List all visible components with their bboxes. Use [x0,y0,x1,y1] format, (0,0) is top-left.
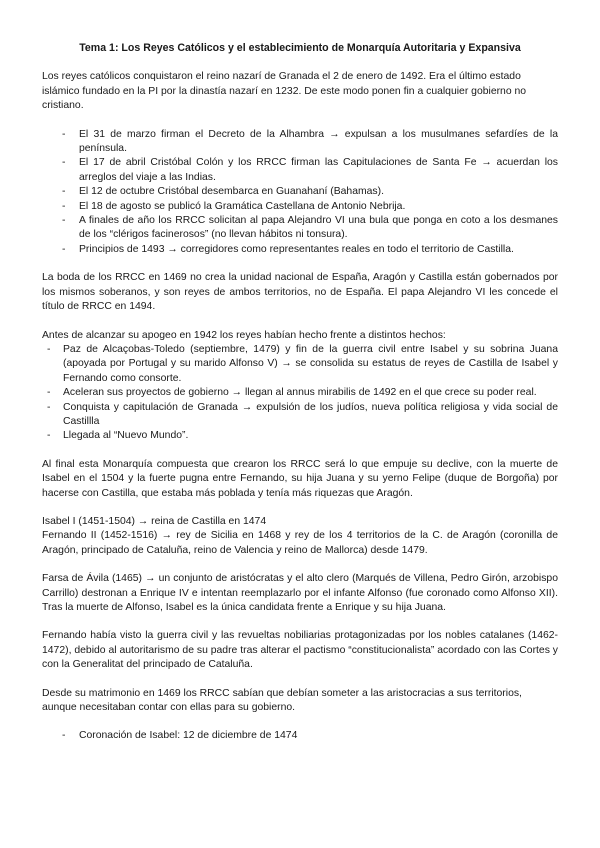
boda-paragraph: La boda de los RRCC en 1469 no crea la unidad nacional de España, Aragón y Castilla están gobernados por los mismos soberanos, y son reyes de ambos territorios, no de España. El papa Alejandro VI les concede el título de RRCC en 1494. [42,272,558,313]
list-item: - Principios de 1493 → corregidores como representantes reales en todo el territorio de Castilla. [79,243,558,257]
guerra-paragraph: Fernando había visto la guerra civil y las revueltas nobiliarias protagonizadas por los nobles catalanes (1462-1472), debido al autoritarismo de su padre tras alterar el pactismo “constitucionalista” acordado con las Cortes y con la Generalitat del principado de Cataluña. [42,630,558,671]
list-item: - El 18 de agosto se publicó la Gramática Castellana de Antonio Nebrija. [79,200,558,214]
events-1492-list [42,128,558,258]
list-item: - Conquista y capitulación de Granada → expulsión de los judíos, nueva política religiosa y vida social de Castillla [63,401,558,430]
fernando-paragraph: Fernando II (1452-1516) → rey de Sicilia en 1468 y rey de los 4 territorios de la C. de Aragón (coronilla de Aragón, principado de Cataluña, reino de Valencia y reino de Mallorca) desde 1479. [42,530,558,556]
farsa-paragraph: Farsa de Ávila (1465) → un conjunto de aristócratas y el alto clero (Marqués de Villena, Pedro Girón, arzobispo Carrillo) destronan a Enrique IV e intentan reemplazarlo por el infante Alfonso (fue coronado como Alfonso XII). Tras la muerte de Alfonso, Isabel es la única candidata frente a Enrique y su hija Juana. [42,573,558,613]
intro-paragraph: Los reyes católicos conquistaron el reino nazarí de Granada el 2 de enero de 1492. Era el último estado islámico fundado en la PI por la dinastía nazarí en 1232. De este modo ponen fin a cualquier gobierno no cristiano. [42,71,527,112]
coronacion-list [42,729,558,743]
page-title: Tema 1: Los Reyes Católicos y el establecimiento de Monarquía Autoritaria y Expansiva [79,42,521,54]
isabel-line: Isabel I (1451-1504) → reina de Castilla en 1474 [42,515,267,527]
list-item: - El 17 de abril Cristóbal Colón y los RRCC firman las Capitulaciones de Santa Fe → acuerdan los arreglos del viaje a las Indias. [79,156,558,185]
list-item: - El 31 de marzo firman el Decreto de la Alhambra → expulsan a los musulmanes sefardíes de la península. [79,128,558,157]
list-item: - El 12 de octubre Cristóbal desembarca en Guanahaní (Bahamas). [79,185,558,199]
list-item: - Paz de Alcaçobas-Toledo (septiembre, 1479) y fin de la guerra civil entre Isabel y su sobrina Juana (apoyada por Portugal y su marido Alfonso V) → se consolida su estatus de reyes de Castilla de Isabel y Fernando como consorte. [63,343,558,386]
final-paragraph: Al final esta Monarquía compuesta que crearon los RRCC será lo que empuje su declive, con la muerte de Isabel en el 1504 y la fuerte pugna entre Fernando, su hija Juana y su yerno Felipe (duque de Borgoña) por hacerse con Castilla, que estaba más poblada y tenía más riquezas que Aragón. [42,458,558,499]
antes-intro: Antes de alcanzar su apogeo en 1942 los reyes habían hecho frente a distintos hechos: [42,329,446,341]
list-item: - Aceleran sus proyectos de gobierno → llegan al annus mirabilis de 1492 en el que crece su poder real. [63,386,558,400]
antes-list [42,343,558,444]
list-item: - A finales de año los RRCC solicitan al papa Alejandro VI una bula que ponga en coto a los desmanes de los “clérigos facinerosos” (no llevan hábitos ni tonsura). [79,214,558,243]
list-item: - Coronación de Isabel: 12 de diciembre de 1474 [79,729,558,743]
list-item: - Llegada al “Nuevo Mundo”. [63,429,558,443]
matrimonio-paragraph: Desde su matrimonio en 1469 los RRCC sabían que debían someter a las aristocracias a sus territorios, aunque necesitaban contar con ellas para su gobierno. [42,687,522,714]
